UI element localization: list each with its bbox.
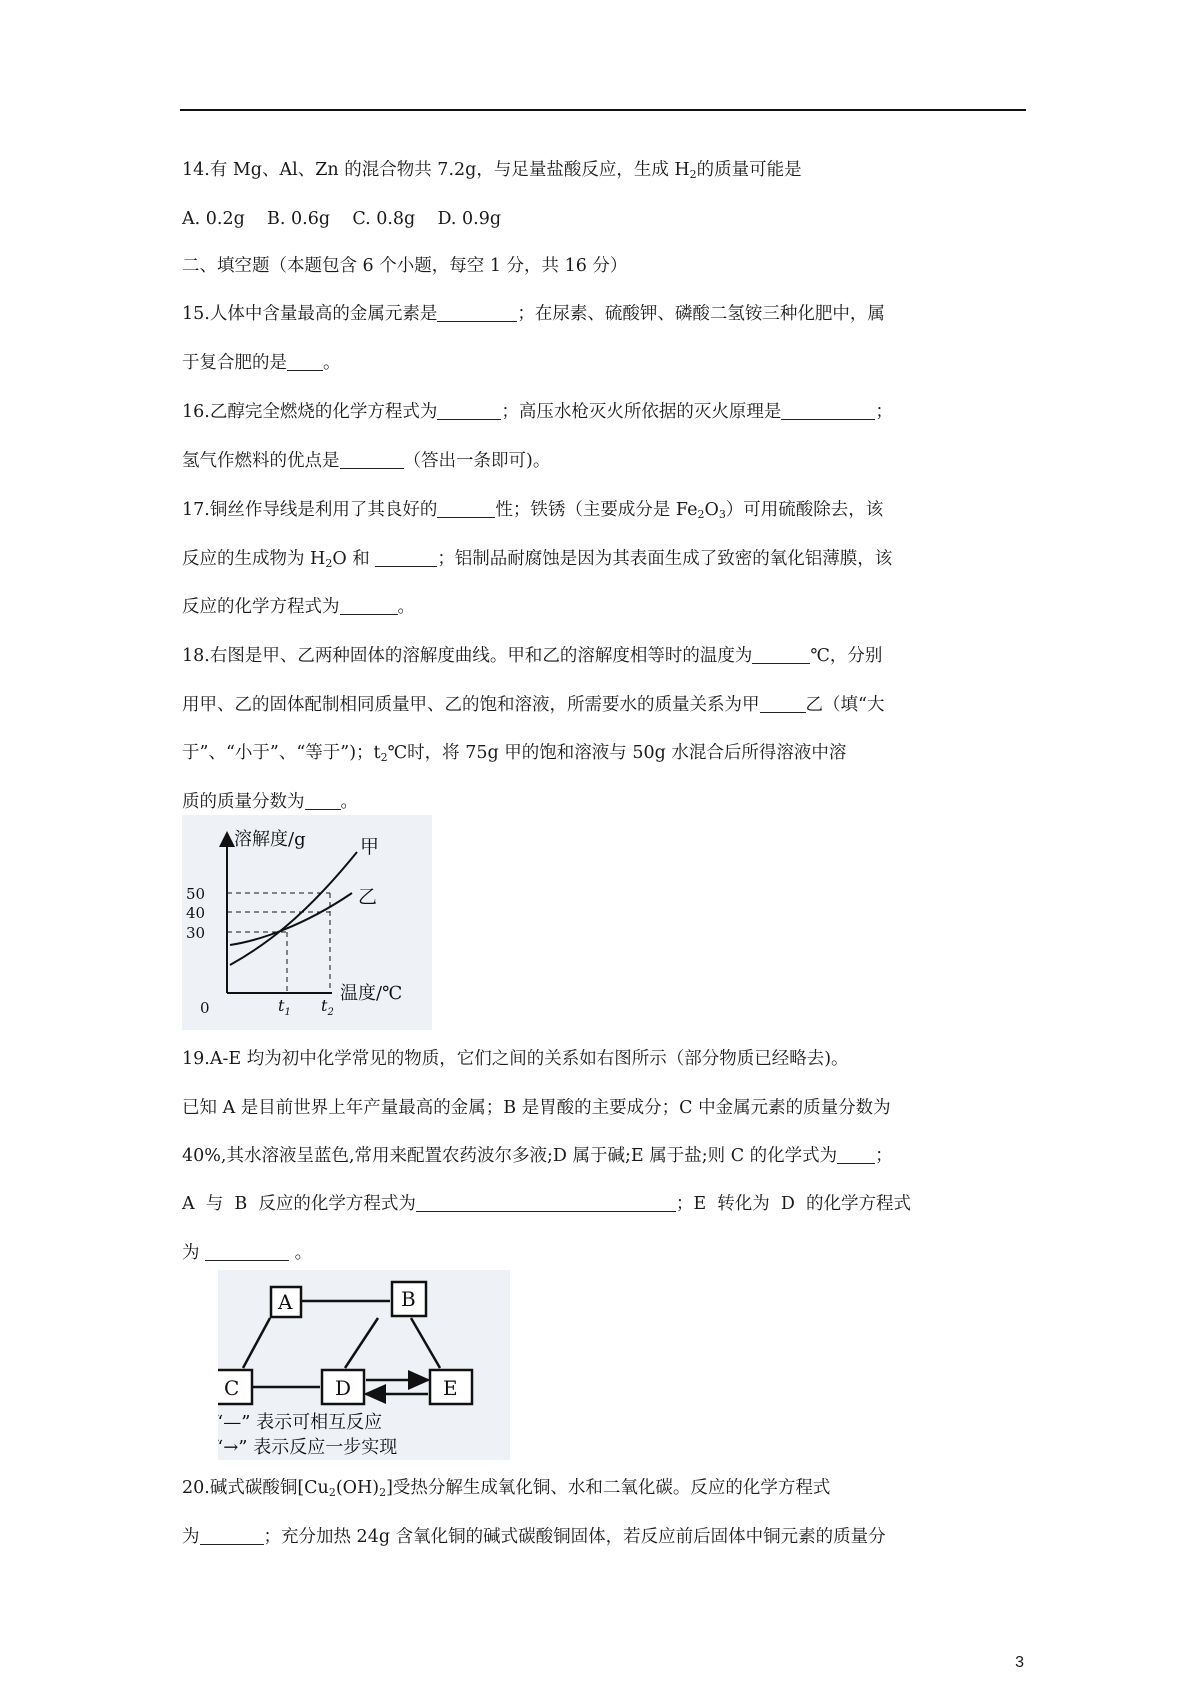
node-b-label: B [401,1287,416,1311]
q18-line1: 18.右图是甲、乙两种固体的溶解度曲线。甲和乙的溶解度相等时的温度为 ℃，分别 [182,646,883,666]
q19-line1: 19.A-E 均为初中化学常见的物质，它们之间的关系如右图所示（部分物质已经略去)。 [182,1049,849,1069]
curve-yi [230,893,352,945]
q19-line2: 已知 A 是目前世界上年产量最高的金属；B 是胃酸的主要成分；C 中金属元素的质量分数为 [182,1098,891,1118]
link-b-e [411,1318,440,1368]
relationship-diagram [218,1270,510,1460]
x-axis-label: 温度/℃ [340,983,403,1004]
q18-line4: 质的质量分数为 。 [182,792,358,812]
answer-blank [200,1526,264,1545]
page-number: 3 [1015,1654,1024,1671]
node-c-label: C [224,1376,240,1400]
q19-line5: 为 。 [182,1243,313,1263]
legend-convert: “→” 表示反应一步实现 [218,1437,398,1458]
q18-line3: 于”、“小于”、“等于”)；$t_2℃$时，将 75g 甲的饱和溶液与 50g 水混合后所得溶液中溶 [182,743,847,764]
solubility-graph-svg [182,815,432,1030]
section-heading: 二、填空题（本题包含 6 个小题，每空 1 分，共 16 分） [182,256,628,276]
answer-blank [205,1242,289,1261]
solubility-graph [182,815,432,1030]
q14-stem: 14.有 Mg、Al、Zn 的混合物共 7.2g，与足量盐酸反应，生成 $H_2$的质量可能是 [182,160,802,181]
curve-jia [230,852,357,965]
answer-blank [437,303,517,322]
answer-blank [752,645,810,664]
q19-line4: A 与 B 反应的化学方程式为 ；E 转化为 D 的化学方程式 [182,1194,912,1214]
link-a-c [243,1318,270,1368]
link-b-d [345,1318,378,1368]
q17-line3: 反应的化学方程式为 。 [182,597,415,617]
q17-line2: 反应的生成物为 $H_2O$ 和 ；铝制品耐腐蚀是因为其表面生成了致密的氧化铝薄膜，该 [182,549,893,570]
series-label-yi: 乙 [358,886,378,908]
answer-blank [437,401,501,420]
node-d-label: D [335,1376,352,1400]
legend-react: “—” 表示可相互反应 [218,1412,383,1433]
q16-line2: 氢气作燃料的优点是 （答出一条即可)。 [182,451,551,471]
y-axis-label: 溶解度/g [234,829,306,850]
origin-label: 0 [200,999,210,1017]
x-tick-t2: $t_2$ [321,996,334,1018]
q20-line2: 为 ；充分加热 24g 含氧化铜的碱式碳酸铜固体，若反应前后固体中铜元素的质量分 [182,1527,886,1547]
q16-line1: 16.乙醇完全燃烧的化学方程式为 ；高压水枪灭火所依据的灭火原理是 ； [182,402,893,422]
q17-line1: 17.铜丝作导线是利用了其良好的 性；铁锈（主要成分是 $Fe_2O_3$）可用硫酸除去，该 [182,500,884,521]
series-label-jia: 甲 [360,836,380,858]
relationship-diagram-svg [218,1270,510,1460]
q15-line1: 15.人体中含量最高的金属元素是 ；在尿素、硫酸钾、磷酸二氢铵三种化肥中，属 [182,304,885,324]
q18-line2: 用甲、乙的固体配制相同质量甲、乙的饱和溶液，所需要水的质量关系为甲 乙（填“大 [182,695,885,715]
node-e-label: E [443,1376,458,1400]
answer-blank [760,694,806,713]
node-a-label: A [278,1290,293,1314]
answer-blank [340,450,404,469]
y-tick-50: 50 [186,885,206,903]
q19-line3: 40%,其水溶液呈蓝色,常用来配置农药波尔多液;D 属于碱;E 属于盐;则 C 的化学式为 ； [182,1146,893,1166]
q20-line1: 20.碱式碳酸铜$[Cu_2(OH)_2]$受热分解生成氧化铜、水和二氧化碳。反应的化学方程式 [182,1478,831,1499]
answer-blank [305,791,341,810]
q14-options: A. 0.2g B. 0.6g C. 0.8g D. 0.9g [182,209,502,229]
y-tick-30: 30 [186,924,206,942]
answer-blank [375,548,437,567]
answer-blank [837,1145,875,1164]
answer-blank [781,401,875,420]
y-tick-40: 40 [186,904,206,922]
answer-blank [340,596,398,615]
q15-line2: 于复合肥的是 。 [182,353,341,373]
answer-blank [416,1193,676,1212]
x-tick-t1: $t_1$ [278,996,291,1018]
answer-blank [437,499,495,518]
answer-blank [287,352,323,371]
header-rule [180,109,1026,111]
